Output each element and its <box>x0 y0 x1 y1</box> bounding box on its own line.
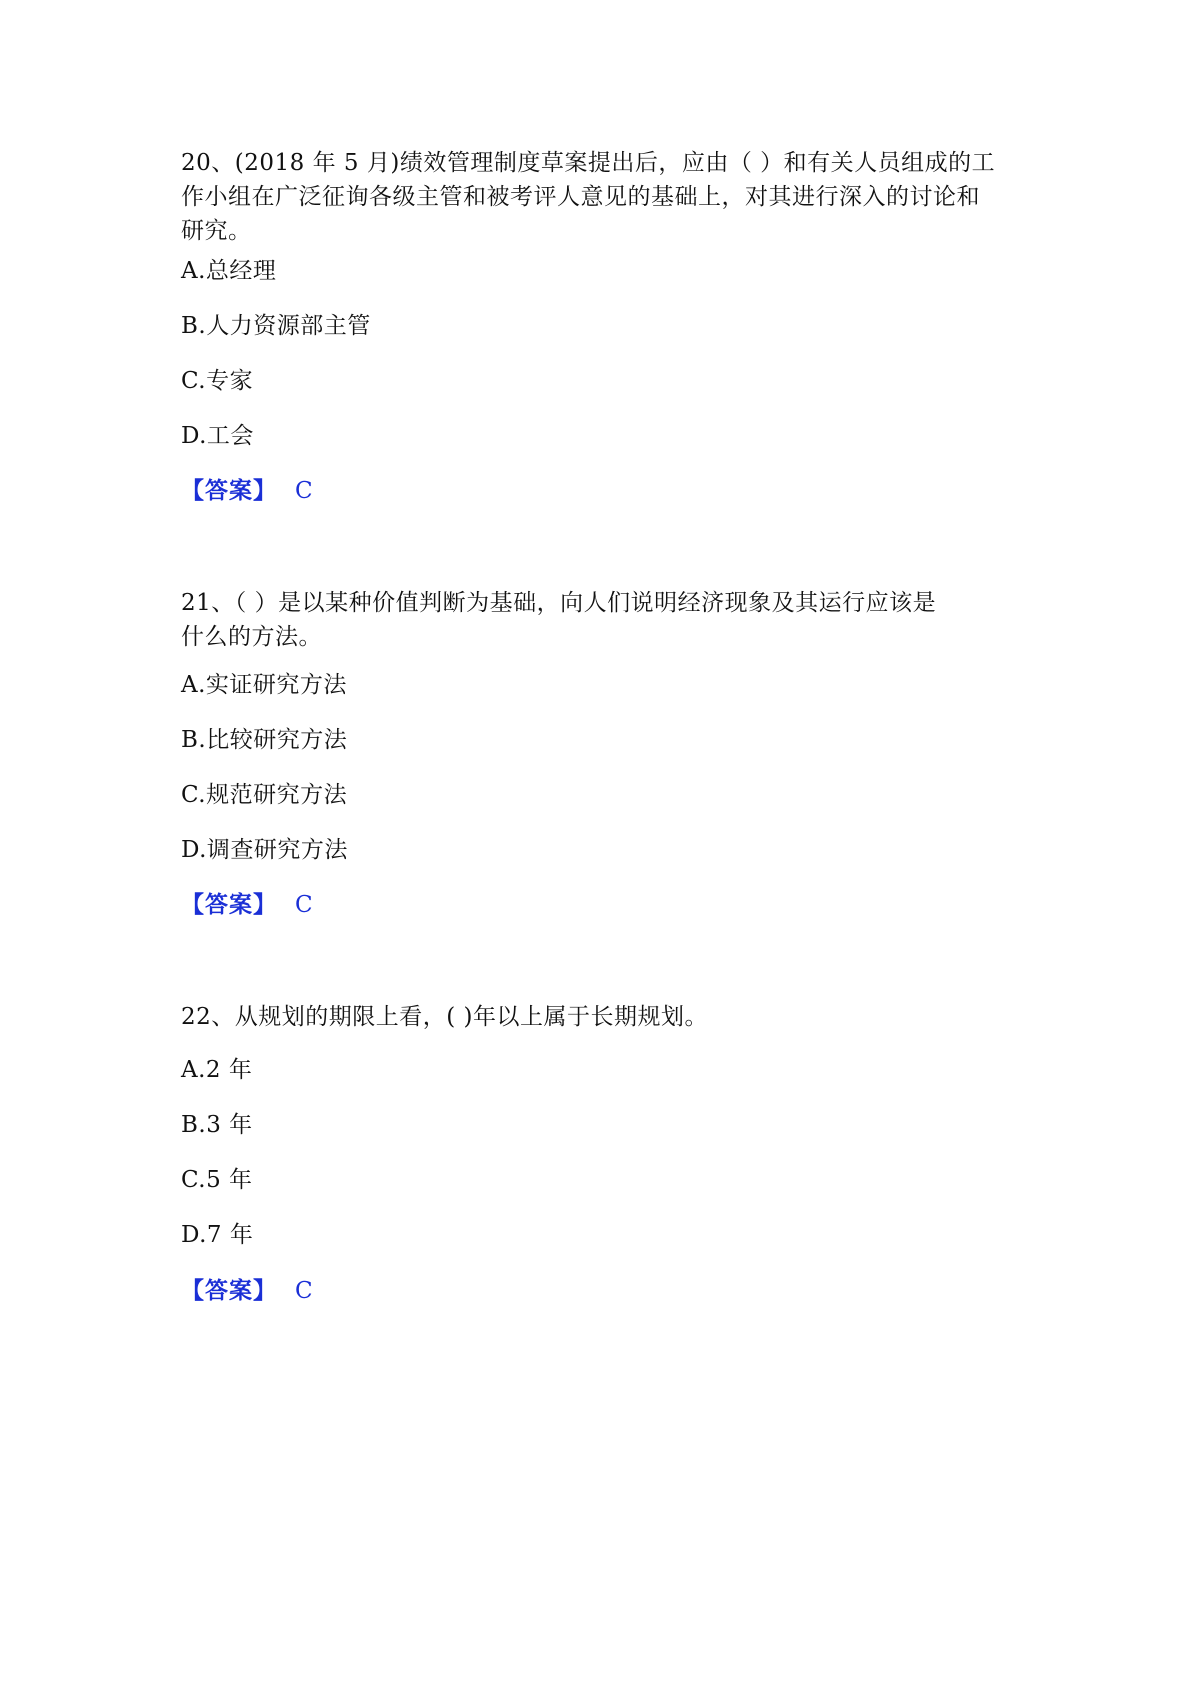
question-20-option-c: C.专家 <box>181 368 254 394</box>
answer-value: C <box>295 1278 313 1304</box>
question-20-stem-line-3: 研究。 <box>181 218 252 244</box>
question-21-stem-line-1: 21、（ ）是以某种价值判断为基础，向人们说明经济现象及其运行应该是 <box>181 590 937 616</box>
question-21-stem <box>181 586 1011 654</box>
question-20-option-d: D.工会 <box>181 423 254 449</box>
question-21-stem-line-2: 什么的方法。 <box>181 624 322 650</box>
question-21-option-b: B.比较研究方法 <box>181 727 348 753</box>
question-22-option-c: C.5 年 <box>181 1167 253 1193</box>
question-22-stem-line-1: 22、从规划的期限上看，( )年以上属于长期规划。 <box>181 1004 709 1030</box>
answer-label: 【答案】 <box>181 891 277 918</box>
question-21-option-d: D.调查研究方法 <box>181 837 348 863</box>
question-21-option-a: A.实证研究方法 <box>181 672 347 698</box>
question-20-stem <box>181 146 1011 248</box>
question-20-answer <box>181 476 313 506</box>
question-21-option-c: C.规范研究方法 <box>181 782 348 808</box>
question-22-option-b: B.3 年 <box>181 1112 253 1138</box>
answer-value: C <box>295 892 313 918</box>
question-22-stem <box>181 1000 1011 1034</box>
question-20-option-b: B.人力资源部主管 <box>181 313 371 339</box>
question-20-stem-line-2: 作小组在广泛征询各级主管和被考评人意见的基础上，对其进行深入的讨论和 <box>181 184 980 210</box>
question-20-stem-line-1: 20、(2018 年 5 月)绩效管理制度草案提出后，应由（ ）和有关人员组成的工 <box>181 150 996 176</box>
question-22-option-d: D.7 年 <box>181 1222 254 1248</box>
answer-label: 【答案】 <box>181 477 277 504</box>
question-22-option-a: A.2 年 <box>181 1057 253 1083</box>
answer-label: 【答案】 <box>181 1277 277 1304</box>
question-20-option-a: A.总经理 <box>181 258 277 284</box>
question-21-answer <box>181 890 313 920</box>
question-22-answer <box>181 1276 313 1306</box>
answer-value: C <box>295 478 313 504</box>
